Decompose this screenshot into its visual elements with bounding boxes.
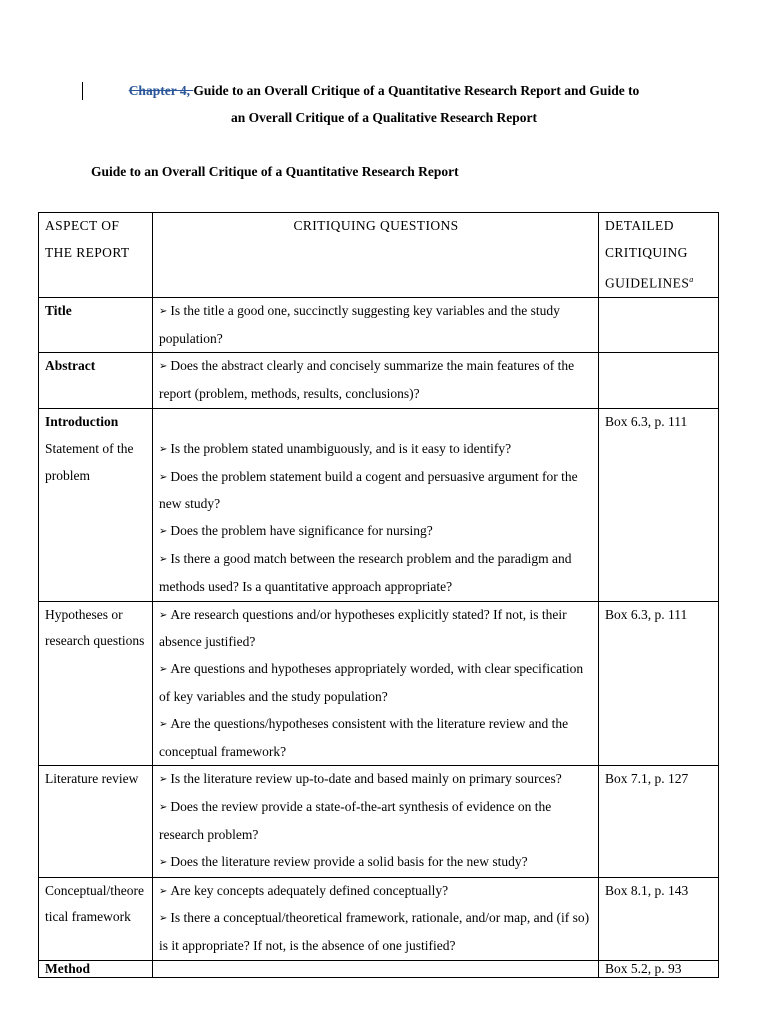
arrow-bullet-icon: ➢ <box>159 305 168 317</box>
aspect-cell: Method <box>39 961 153 978</box>
arrow-bullet-icon: ➢ <box>159 554 168 566</box>
questions-cell <box>153 961 599 978</box>
table-title: Guide to an Overall Critique of a Quantitative Research Report <box>91 164 459 179</box>
arrow-bullet-icon: ➢ <box>159 885 168 897</box>
aspect-cell: Introduction Statement of the problem <box>39 409 153 602</box>
question-item: ➢ Is the title a good one, succinctly suggesting key variables and the study population? <box>159 302 560 346</box>
guideline-cell <box>599 353 719 409</box>
question-item: ➢ Is the literature review up-to-date and based mainly on primary sources? <box>159 771 562 787</box>
question-item: ➢ Are the questions/hypotheses consistent with the literature review and the conceptual framework? <box>159 715 569 759</box>
arrow-bullet-icon: ➢ <box>159 913 168 925</box>
arrow-bullet-icon: ➢ <box>159 664 168 676</box>
questions-cell <box>153 601 599 766</box>
table-row <box>39 353 719 409</box>
questions-cell <box>153 877 599 960</box>
question-item: ➢ Does the abstract clearly and concisely summarize the main features of the report (problem, methods, results, conclusions)? <box>159 358 575 402</box>
guideline-cell: Box 7.1, p. 127 <box>599 766 719 877</box>
critique-table <box>38 212 719 978</box>
arrow-bullet-icon: ➢ <box>159 361 168 373</box>
aspect-cell: Title <box>39 297 153 353</box>
title-text-1: Guide to an Overall Critique of a Quantitative Research Report and Guide to <box>193 83 640 98</box>
aspect-cell: Literature review <box>39 766 153 877</box>
table-row <box>39 409 719 602</box>
questions-cell <box>153 766 599 877</box>
question-item: ➢ Does the problem have significance for nursing? <box>159 523 433 539</box>
footnote-marker: a <box>689 274 694 284</box>
guideline-cell <box>599 297 719 353</box>
question-item: ➢ Is there a good match between the research problem and the paradigm and methods used? Is a quantitative approach appropriate? <box>159 551 572 594</box>
table-row <box>39 877 719 960</box>
question-item: ➢ Are research questions and/or hypotheses explicitly stated? If not, is their absence justified? <box>159 606 567 650</box>
aspect-cell: Abstract <box>39 353 153 409</box>
arrow-bullet-icon: ➢ <box>159 609 168 621</box>
question-item: ➢ Are questions and hypotheses appropriately worded, with clear specification of key variables and the study population? <box>159 661 584 705</box>
question-item: ➢ Does the problem statement build a cogent and persuasive argument for the new study? <box>159 468 578 512</box>
header-aspect: ASPECT OF THE REPORT <box>39 213 153 298</box>
question-item: ➢ Is there a conceptual/theoretical framework, rationale, and/or map, and (if so) is it appropriate? If not, is the absence of one justified? <box>159 910 590 954</box>
question-item: ➢ Are key concepts adequately defined conceptually? <box>159 882 449 898</box>
questions-cell <box>153 409 599 602</box>
arrow-bullet-icon: ➢ <box>159 802 168 814</box>
table-row <box>39 961 719 978</box>
document-title-line-1 <box>60 77 708 104</box>
table-row <box>39 297 719 353</box>
guideline-cell: Box 6.3, p. 111 <box>599 409 719 602</box>
aspect-cell: Conceptual/theoretical framework <box>39 877 153 960</box>
table-row <box>39 601 719 766</box>
struck-chapter-label: Chapter 4, <box>128 83 194 98</box>
guideline-cell: Box 8.1, p. 143 <box>599 877 719 960</box>
questions-cell <box>153 297 599 353</box>
arrow-bullet-icon: ➢ <box>159 443 168 455</box>
arrow-bullet-icon: ➢ <box>159 718 168 730</box>
aspect-cell: Hypotheses or research questions <box>39 601 153 766</box>
arrow-bullet-icon: ➢ <box>159 526 168 538</box>
table-row <box>39 766 719 877</box>
arrow-bullet-icon: ➢ <box>159 471 168 483</box>
questions-cell <box>153 353 599 409</box>
arrow-bullet-icon: ➢ <box>159 856 168 868</box>
question-item: ➢ Is the problem stated unambiguously, and is it easy to identify? <box>159 440 512 456</box>
question-item: ➢ Does the review provide a state-of-the-art synthesis of evidence on the research problem? <box>159 799 552 843</box>
document-title-line-2: an Overall Critique of a Qualitative Research Report <box>230 110 538 125</box>
header-questions: CRITIQUING QUESTIONS <box>153 213 599 298</box>
arrow-bullet-icon: ➢ <box>159 774 168 786</box>
guideline-cell: Box 5.2, p. 93 <box>599 961 719 978</box>
guideline-cell: Box 6.3, p. 111 <box>599 601 719 766</box>
header-guidelines: DETAILED CRITIQUING GUIDELINES$^a$ <box>599 213 719 298</box>
question-item: ➢ Does the literature review provide a solid basis for the new study? <box>159 853 528 869</box>
header-row <box>39 213 719 298</box>
